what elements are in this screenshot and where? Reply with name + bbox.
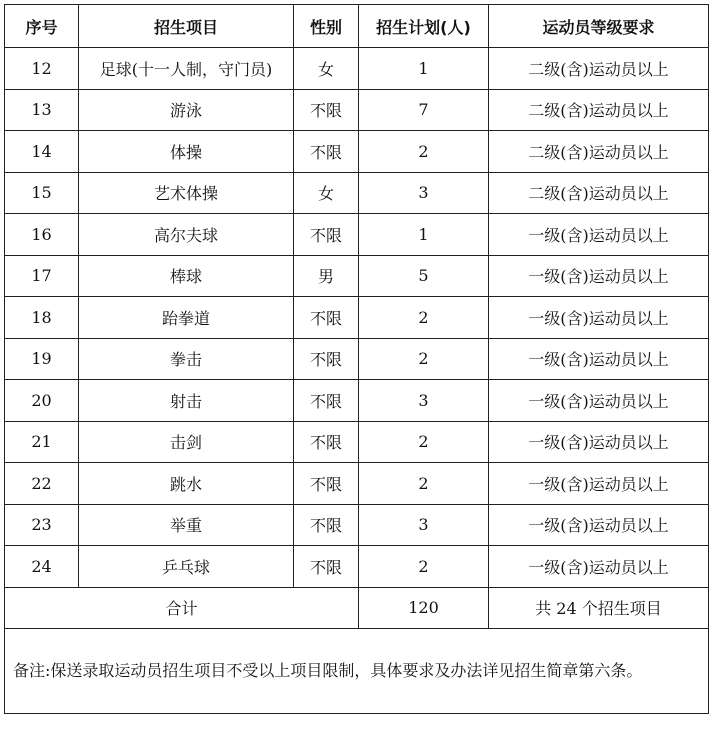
cell-plan: 2 (359, 421, 489, 463)
cell-gender: 不限 (294, 131, 359, 173)
table-row (5, 172, 709, 214)
cell-level: 一级(含)运动员以上 (489, 297, 709, 339)
header-level: 运动员等级要求 (489, 5, 709, 48)
total-count: 120 (359, 587, 489, 628)
total-label: 合计 (5, 587, 359, 628)
cell-serial: 13 (5, 89, 79, 131)
cell-level: 二级(含)运动员以上 (489, 172, 709, 214)
table-row (5, 131, 709, 173)
total-row (5, 587, 709, 628)
cell-serial: 24 (5, 546, 79, 588)
cell-program: 射击 (79, 380, 294, 422)
table-row (5, 214, 709, 256)
cell-program: 足球(十一人制，守门员) (79, 48, 294, 90)
table-row (5, 48, 709, 90)
cell-serial: 21 (5, 421, 79, 463)
cell-serial: 20 (5, 380, 79, 422)
cell-level: 二级(含)运动员以上 (489, 131, 709, 173)
cell-program: 跆拳道 (79, 297, 294, 339)
cell-program: 举重 (79, 504, 294, 546)
cell-serial: 23 (5, 504, 79, 546)
cell-plan: 3 (359, 380, 489, 422)
cell-serial: 19 (5, 338, 79, 380)
cell-plan: 1 (359, 48, 489, 90)
cell-gender: 不限 (294, 297, 359, 339)
cell-plan: 1 (359, 214, 489, 256)
cell-plan: 2 (359, 546, 489, 588)
cell-gender: 不限 (294, 421, 359, 463)
table-row (5, 89, 709, 131)
cell-gender: 不限 (294, 214, 359, 256)
enrollment-table (4, 4, 709, 714)
cell-program: 乒乓球 (79, 546, 294, 588)
table-row (5, 546, 709, 588)
cell-program: 高尔夫球 (79, 214, 294, 256)
cell-serial: 22 (5, 463, 79, 505)
cell-plan: 2 (359, 297, 489, 339)
cell-gender: 不限 (294, 504, 359, 546)
note-text: 备注:保送录取运动员招生项目不受以上项目限制，具体要求及办法详见招生简章第六条。 (5, 628, 709, 713)
header-gender: 性别 (294, 5, 359, 48)
cell-level: 一级(含)运动员以上 (489, 504, 709, 546)
table-row (5, 463, 709, 505)
cell-gender: 不限 (294, 89, 359, 131)
cell-serial: 18 (5, 297, 79, 339)
cell-level: 二级(含)运动员以上 (489, 89, 709, 131)
header-serial: 序号 (5, 5, 79, 48)
cell-plan: 2 (359, 463, 489, 505)
cell-gender: 不限 (294, 546, 359, 588)
cell-program: 拳击 (79, 338, 294, 380)
cell-plan: 2 (359, 338, 489, 380)
header-program: 招生项目 (79, 5, 294, 48)
cell-level: 一级(含)运动员以上 (489, 380, 709, 422)
cell-plan: 3 (359, 172, 489, 214)
header-plan: 招生计划(人) (359, 5, 489, 48)
cell-program: 棒球 (79, 255, 294, 297)
cell-plan: 5 (359, 255, 489, 297)
table-row (5, 380, 709, 422)
table-row (5, 504, 709, 546)
cell-plan: 2 (359, 131, 489, 173)
cell-serial: 16 (5, 214, 79, 256)
cell-level: 一级(含)运动员以上 (489, 214, 709, 256)
header-row (5, 5, 709, 48)
total-summary: 共 24 个招生项目 (489, 587, 709, 628)
cell-program: 艺术体操 (79, 172, 294, 214)
table-row (5, 338, 709, 380)
table-row (5, 255, 709, 297)
cell-level: 一级(含)运动员以上 (489, 546, 709, 588)
cell-gender: 女 (294, 172, 359, 214)
cell-gender: 不限 (294, 380, 359, 422)
cell-program: 击剑 (79, 421, 294, 463)
cell-gender: 不限 (294, 338, 359, 380)
cell-serial: 17 (5, 255, 79, 297)
cell-level: 一级(含)运动员以上 (489, 255, 709, 297)
cell-serial: 15 (5, 172, 79, 214)
cell-plan: 3 (359, 504, 489, 546)
cell-gender: 不限 (294, 463, 359, 505)
cell-level: 一级(含)运动员以上 (489, 463, 709, 505)
cell-program: 跳水 (79, 463, 294, 505)
cell-program: 体操 (79, 131, 294, 173)
cell-level: 一级(含)运动员以上 (489, 421, 709, 463)
note-row (5, 628, 709, 713)
table-row (5, 297, 709, 339)
cell-level: 一级(含)运动员以上 (489, 338, 709, 380)
cell-serial: 14 (5, 131, 79, 173)
cell-program: 游泳 (79, 89, 294, 131)
table-row (5, 421, 709, 463)
cell-serial: 12 (5, 48, 79, 90)
cell-gender: 女 (294, 48, 359, 90)
cell-gender: 男 (294, 255, 359, 297)
cell-level: 二级(含)运动员以上 (489, 48, 709, 90)
cell-plan: 7 (359, 89, 489, 131)
